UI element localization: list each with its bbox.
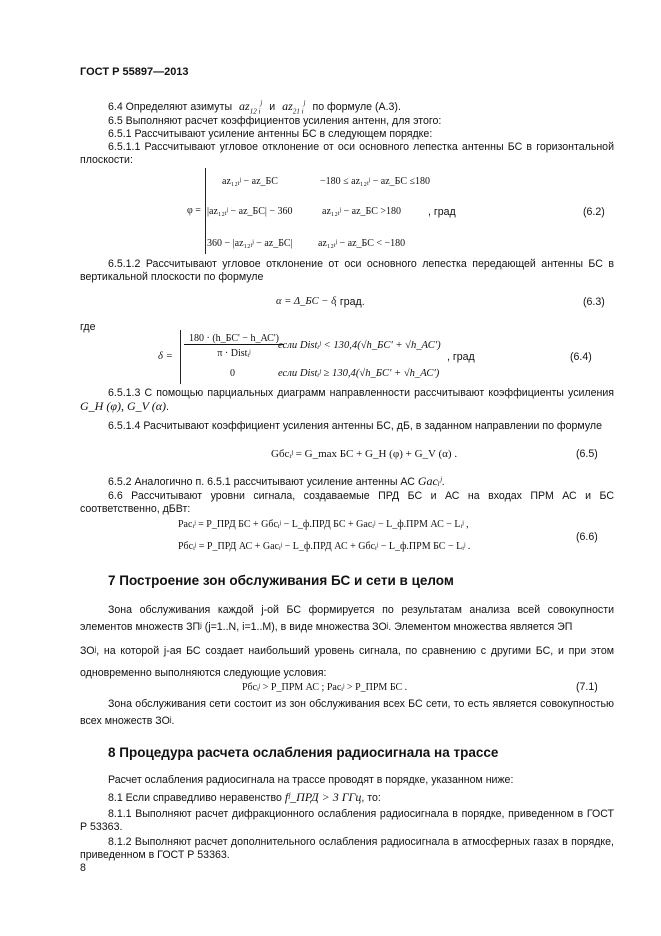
eq-6-3-unit: , град.	[334, 296, 365, 308]
eq-6-6-line1: Pacᵢʲ = P_ПРД БС + Gбсᵢʲ − L_ф.ПРД БС + Gacᵢʲ − L_ф.ПРМ АС − Lᵢʲ ,	[178, 519, 469, 530]
eq-6-4-lhs: δ =	[158, 351, 173, 362]
eq-6-6-number: (6.6)	[576, 531, 598, 543]
page-number: 8	[80, 862, 86, 874]
eq-6-4-unit: , град	[447, 351, 475, 363]
section-7-paragraph-1: Зона обслуживания каждой j-ой БС формируется по результатам анализа всей совокупности элементов множеств ЗПʲ (j=1..N, i=1..M), в виде множества ЗОʲ. Элементом множества является ЭП	[80, 604, 614, 633]
section-8-paragraph-2	[108, 790, 381, 805]
eq-6-2-row3-cond: az₁₂ᵢʲ − az_БС < −180	[318, 238, 406, 249]
section-7-heading: 7 Построение зон обслуживания БС и сети в целом	[108, 573, 454, 588]
para-8-1-text: 8.1 Если справедливо неравенство	[108, 792, 282, 804]
document-header: ГОСТ Р 55897—2013	[80, 66, 189, 78]
para-6-5-1-4: 6.5.1.4 Расчитывают коэффициент усиления антенны БС, дБ, в заданном направлении по формуле	[108, 420, 602, 432]
eq-6-3-number: (6.3)	[583, 296, 605, 308]
eq-6-5-expr: Gбсᵢʲ = G_max БС + G_H (φ) + G_V (α) .	[271, 448, 458, 460]
para-8-1-1: 8.1.1 Выполняют расчет дифракционного ослабления радиосигнала в порядке, приведенном в ГОСТ Р 53363.	[80, 808, 614, 833]
eq-6-4-row1-denominator: π · Distᵢʲ	[217, 348, 251, 359]
gain-ac-formula: Gacᵢʲ	[417, 474, 442, 488]
eq-6-2-lhs: φ =	[187, 205, 201, 216]
word-where: где	[80, 321, 96, 333]
para-6-5-1-1: 6.5.1.1 Рассчитывают угловое отклонение от оси основного лепестка антенны БС в горизонтальной плоскости:	[80, 141, 614, 166]
para-6-5-1-3	[80, 387, 614, 414]
para-8-1-2: 8.1.2 Выполняют расчет дополнительного ослабления радиосигнала в атмосферных газах в порядке, приведенном в ГОСТ Р 53363.	[80, 836, 614, 861]
azimuth-az12-formula: $az_{12 i}^j$	[239, 99, 263, 116]
eq-6-2-row2-cond: az₁₂ᵢʲ − az_БС >180	[322, 206, 402, 217]
azimuth-az21-formula: $az_{21 i}^j$	[282, 99, 306, 116]
eq-6-2-brace	[205, 168, 206, 254]
eq-6-4-row1-cond: если Distᵢʲ < 130,4(√h_БС' + √h_АС')	[278, 340, 441, 351]
eq-7-1-number: (7.1)	[576, 681, 598, 693]
para-6-4-text-a: 6.4 Определяют азимуты	[108, 101, 233, 113]
para-8-1-end: , то:	[361, 792, 381, 804]
section-8-paragraph-1: Расчет ослабления радиосигнала на трассе проводят в порядке, указанном ниже:	[108, 774, 514, 786]
para-6-5-2	[108, 474, 445, 489]
eq-6-2-unit: , град	[428, 206, 456, 218]
para-6-4-and: и	[269, 101, 276, 113]
para-6-5: 6.5 Выполняют расчет коэффициентов усиления антенн, для этого:	[108, 115, 442, 127]
para-6-4	[108, 99, 401, 115]
para-6-5-1-3-end: .	[166, 401, 169, 413]
eq-6-4-number: (6.4)	[570, 351, 592, 363]
eq-6-4-row2-cond: если Distᵢʲ ≥ 130,4(√h_БС' + √h_АС')	[278, 368, 440, 379]
para-6-6: 6.6 Рассчитывают уровни сигнала, создаваемые ПРД БС и АС на входах ПРМ АС и БС соответственно, дБВт:	[80, 490, 614, 515]
para-6-5-2-text: 6.5.2 Аналогично п. 6.5.1 рассчитывают усиление антенны АС	[108, 476, 415, 488]
eq-6-2-row1-expr: az₁₂ᵢʲ − az_БС	[222, 176, 278, 187]
eq-7-1-expr: Pбсᵢʲ > P_ПРМ АС ; Pacᵢʲ > P_ПРМ БС .	[242, 682, 408, 693]
section-7-paragraph-2: ЗОʲ, на которой j-ая БС создает наибольший уровень сигнала, по сравнению с другими БС, и при этом одновременно выполняются следующие условия:	[80, 645, 614, 679]
gain-functions-formula: G_H (φ), G_V (α)	[80, 399, 167, 413]
eq-6-2-row3-expr: 360 − |az₁₂ᵢʲ − az_БС|	[207, 238, 293, 249]
eq-6-2-row2-expr: |az₁₂ᵢʲ − az_БС| − 360	[207, 206, 293, 217]
para-6-5-1: 6.5.1 Рассчитывают усиление антенны БС в следующем порядке:	[108, 128, 433, 140]
eq-6-6-line2: Pбсᵢʲ = P_ПРД АС + Gacᵢʲ − L_ф.ПРД АС + Gбсᵢʲ − L_ф.ПРМ БС − Lᵢʲ .	[178, 541, 471, 552]
section-8-heading: 8 Процедура расчета ослабления радиосигнала на трассе	[108, 745, 499, 760]
eq-6-2-number: (6.2)	[583, 206, 605, 218]
para-6-4-text-b: по формуле (А.3).	[312, 101, 401, 113]
frequency-inequality: fʲ_ПРД > 3 ГГц	[284, 790, 362, 804]
eq-6-4-row2-value: 0	[230, 368, 235, 379]
para-6-5-1-3-text: 6.5.1.3 С помощью парциальных диаграмм направленности рассчитывают коэффициенты усиления	[108, 387, 614, 399]
eq-6-4-row1-numerator: 180 · (h_БС' − h_АС')	[184, 333, 284, 345]
section-7-paragraph-3: Зона обслуживания сети состоит из зон обслуживания всех БС сети, то есть является совокупностью всех множеств ЗОʲ.	[80, 698, 614, 727]
eq-6-2-row1-cond: −180 ≤ az₁₂ᵢʲ − az_БС ≤180	[320, 176, 431, 187]
para-6-5-2-end: .	[441, 476, 445, 488]
eq-6-4-brace	[180, 330, 181, 384]
eq-6-5-number: (6.5)	[576, 448, 598, 460]
eq-6-3-expr: α = Δ_БС − δ	[276, 296, 337, 307]
para-6-5-1-2: 6.5.1.2 Рассчитывают угловое отклонение от оси основного лепестка передающей антенны БС в вертикальной плоскости по формуле	[80, 258, 614, 283]
